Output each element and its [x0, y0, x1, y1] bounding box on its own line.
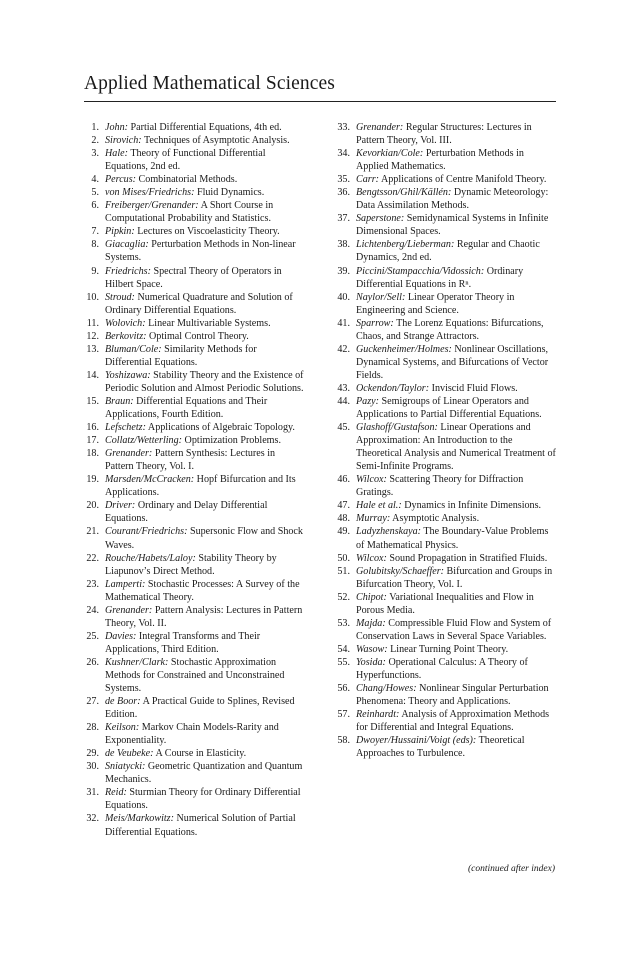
entry-title: Techniques of Asymptotic Analysis.: [143, 135, 290, 147]
entry-author: Marsden/McCracken:: [105, 474, 195, 486]
entry-author: Rouche/Habets/Laloy:: [105, 552, 196, 564]
series-entry: [330, 421, 558, 473]
entry-title: Optimization Problems.: [184, 435, 281, 447]
entry-author: Pazy:: [356, 395, 379, 407]
entry-number: 20.: [86, 500, 99, 512]
entry-number: 54.: [337, 643, 350, 655]
series-entry: [330, 238, 558, 264]
entry-number: 50.: [337, 552, 350, 564]
series-entry: [84, 812, 304, 838]
entry-number: 34.: [337, 148, 350, 160]
entry-title: The Lorenz Equations: Bifurcations, Chaos, and Strange Attractors.: [356, 317, 544, 342]
entry-number: 57.: [337, 709, 350, 721]
entry-number: 13.: [86, 343, 99, 355]
entry-number: 28.: [86, 722, 99, 734]
entry-title: A Practical Guide to Splines, Revised Edition.: [105, 696, 295, 721]
series-entry: [84, 291, 304, 317]
series-entry: [330, 552, 558, 565]
entry-author: Grenander:: [356, 122, 404, 133]
entry-text: [350, 317, 558, 343]
entry-title: Dynamics in Infinite Dimensions.: [404, 500, 542, 512]
entry-title: Fluid Dynamics.: [196, 187, 265, 199]
series-entry: [84, 265, 304, 291]
entry-title: Linear Turning Point Theory.: [390, 643, 509, 655]
entry-text: [99, 760, 304, 786]
entry-title: Differential Equations and Their Applications, Fourth Edition.: [105, 395, 268, 421]
entry-text: [99, 812, 304, 838]
entry-text: [99, 238, 304, 264]
entry-author: Lefschetz:: [105, 422, 146, 434]
entry-author: Saperstone:: [356, 213, 405, 225]
entry-title: A Course in Elasticity.: [155, 748, 247, 760]
entry-title: Applications of Centre Manifold Theory.: [380, 174, 547, 186]
entry-author: Braun:: [105, 395, 134, 407]
entry-author: Kushner/Clark:: [105, 656, 169, 668]
entry-text: [350, 499, 558, 512]
entry-text: [99, 369, 304, 395]
entry-number: 21.: [86, 526, 99, 538]
entry-title: Stability Theory by Liapunov’s Direct Method.: [105, 552, 277, 577]
entry-title: Markov Chain Models-Rarity and Exponentiality.: [105, 722, 279, 747]
entry-author: Sirovich:: [105, 135, 142, 147]
entry-title: Sound Propagation in Stratified Fluids.: [389, 552, 548, 564]
series-entry: [330, 591, 558, 617]
series-entry: [330, 186, 558, 212]
entry-text: [99, 499, 304, 525]
entry-text: [99, 447, 304, 473]
entry-author: Wolovich:: [105, 317, 146, 329]
series-list-left-column: [84, 121, 304, 839]
series-entry: [84, 747, 304, 760]
entry-title: Applications of Algebraic Topology.: [147, 422, 295, 434]
entry-text: [350, 147, 558, 173]
series-entry: [84, 604, 304, 630]
entry-author: Bengtsson/Ghil/Källén:: [356, 187, 452, 199]
series-entry: [84, 695, 304, 721]
series-entry: [84, 760, 304, 786]
series-entry: [84, 173, 304, 186]
entry-text: [350, 265, 558, 291]
entry-text: [99, 186, 304, 199]
series-entry: [330, 499, 558, 512]
series-entry: [84, 121, 304, 134]
entry-text: [99, 721, 304, 747]
entry-author: Chang/Howes:: [356, 683, 417, 695]
series-entry: [84, 721, 304, 747]
entry-title: Similarity Methods for Differential Equations.: [105, 343, 257, 368]
entry-text: [99, 604, 304, 630]
entry-author: Driver:: [105, 500, 136, 512]
entry-number: 46.: [337, 474, 350, 486]
entry-text: [99, 630, 304, 656]
entry-author: de Veubeke:: [105, 748, 154, 760]
entry-author: Percus:: [105, 174, 137, 186]
entry-text: [350, 682, 558, 708]
entry-text: [350, 291, 558, 317]
entry-number: 19.: [86, 474, 99, 486]
entry-author: Friedrichs:: [105, 265, 151, 277]
entry-text: [350, 565, 558, 591]
series-entry: [330, 617, 558, 643]
entry-title: Analysis of Approximation Methods for Differential and Integral Equations.: [356, 709, 550, 734]
entry-title: A Short Course in Computational Probability and Statistics.: [105, 200, 274, 225]
entry-title: Perturbation Methods in Applied Mathematics.: [356, 148, 524, 173]
entry-text: [350, 591, 558, 617]
entry-author: Golubitsky/Schaeffer:: [356, 565, 445, 577]
entry-title: Operational Calculus: A Theory of Hyperfunctions.: [356, 656, 528, 681]
entry-number: 2.: [91, 135, 99, 147]
entry-text: [350, 212, 558, 238]
entry-text: [99, 695, 304, 721]
entry-title: Ordinary and Delay Differential Equations.: [105, 500, 268, 525]
entry-author: de Boor:: [105, 696, 141, 708]
entry-text: [99, 747, 304, 760]
series-entry: [330, 643, 558, 656]
entry-author: Giacaglia:: [105, 239, 149, 251]
entry-text: [350, 121, 558, 147]
entry-text: [350, 173, 558, 186]
entry-author: Reid:: [105, 787, 127, 799]
series-entry: [84, 552, 304, 578]
entry-title: Pattern Synthesis: Lectures in Pattern Theory, Vol. I.: [105, 448, 276, 473]
entry-author: Lamperti:: [105, 578, 146, 590]
entry-text: [350, 186, 558, 212]
entry-title: Nonlinear Singular Perturbation Phenomena: Theory and Applications.: [356, 683, 549, 708]
entry-number: 26.: [86, 656, 99, 668]
series-entry: [84, 499, 304, 525]
series-entry: [330, 565, 558, 591]
entry-title: Theoretical Approaches to Turbulence.: [356, 735, 525, 760]
entry-number: 48.: [337, 513, 350, 525]
entry-number: 42.: [337, 343, 350, 355]
entry-title: Bifurcation and Groups in Bifurcation Theory, Vol. I.: [356, 565, 553, 590]
entry-number: 51.: [337, 565, 350, 577]
entry-text: [99, 291, 304, 317]
entry-author: Chipot:: [356, 591, 387, 603]
entry-number: 8.: [91, 239, 99, 251]
series-entry: [330, 382, 558, 395]
entry-author: Yosida:: [356, 656, 386, 668]
series-entry: [84, 330, 304, 343]
entry-author: Sniatycki:: [105, 761, 146, 773]
series-entry: [84, 525, 304, 551]
entry-title: Hopf Bifurcation and Its Applications.: [105, 474, 296, 499]
entry-text: [350, 421, 558, 473]
entry-title: Numerical Solution of Partial Differential Equations.: [105, 813, 296, 838]
entry-title: Numerical Quadrature and Solution of Ordinary Differential Equations.: [105, 291, 293, 316]
entry-text: [99, 525, 304, 551]
entry-title: Linear Operator Theory in Engineering and Science.: [356, 291, 515, 316]
entry-title: Lectures on Viscoelasticity Theory.: [137, 226, 280, 238]
entry-number: 33.: [337, 122, 350, 133]
entry-number: 7.: [91, 226, 99, 238]
entry-title: Scattering Theory for Diffraction Gratings.: [356, 474, 524, 499]
entry-author: Ockendon/Taylor:: [356, 382, 430, 394]
entry-title: Integral Transforms and Their Applications, Third Edition.: [105, 630, 261, 655]
title-rule: [84, 101, 556, 102]
entry-number: 12.: [86, 330, 99, 342]
entry-title: Sturmian Theory for Ordinary Differential Equations.: [105, 787, 301, 812]
entry-text: [99, 395, 304, 421]
entry-title: Stochastic Approximation Methods for Constrained and Unconstrained Systems.: [105, 656, 285, 695]
entry-author: Murray:: [356, 513, 391, 525]
series-entry: [330, 147, 558, 173]
entry-text: [99, 656, 304, 695]
entry-author: Yoshizawa:: [105, 369, 151, 381]
entry-number: 49.: [337, 526, 350, 538]
entry-author: Kevorkian/Cole:: [356, 148, 424, 160]
entry-number: 17.: [86, 435, 99, 447]
entry-author: Collatz/Wetterling:: [105, 435, 183, 447]
series-entry: [330, 682, 558, 708]
entry-title: Dynamic Meteorology: Data Assimilation Methods.: [356, 187, 549, 212]
entry-title: Partial Differential Equations, 4th ed.: [130, 122, 282, 133]
entry-author: Dwoyer/Hussaini/Voigt (eds):: [356, 735, 477, 747]
series-entry: [330, 395, 558, 421]
entry-author: Wilcox:: [356, 552, 387, 564]
series-entry: [84, 434, 304, 447]
entry-number: 27.: [86, 696, 99, 708]
entry-number: 40.: [337, 291, 350, 303]
entry-title: Theory of Functional Differential Equations, 2nd ed.: [105, 148, 266, 173]
entry-number: 23.: [86, 578, 99, 590]
entry-number: 43.: [337, 382, 350, 394]
entry-number: 25.: [86, 630, 99, 642]
series-entry: [84, 447, 304, 473]
entry-text: [350, 643, 558, 656]
entry-number: 30.: [86, 761, 99, 773]
entry-text: [99, 552, 304, 578]
entry-author: Grenander:: [105, 448, 153, 460]
entry-author: Courant/Friedrichs:: [105, 526, 188, 538]
entry-title: Optimal Control Theory.: [149, 330, 249, 342]
entry-author: Ladyzhenskaya:: [356, 526, 422, 538]
series-entry: [330, 512, 558, 525]
entry-author: Wasow:: [356, 643, 388, 655]
entry-number: 1.: [91, 122, 99, 133]
series-entry: [330, 734, 558, 760]
series-entry: [84, 134, 304, 147]
entry-number: 24.: [86, 604, 99, 616]
series-entry: [84, 317, 304, 330]
entry-number: 32.: [86, 813, 99, 825]
series-entry: [330, 473, 558, 499]
entry-text: [350, 734, 558, 760]
entry-title: Asymptotic Analysis.: [392, 513, 480, 525]
entry-text: [99, 134, 304, 147]
entry-number: 37.: [337, 213, 350, 225]
entry-number: 22.: [86, 552, 99, 564]
series-entry: [84, 343, 304, 369]
entry-title: Supersonic Flow and Shock Waves.: [105, 526, 303, 551]
entry-title: Pattern Analysis: Lectures in Pattern Theory, Vol. II.: [105, 604, 303, 629]
series-entry: [330, 656, 558, 682]
entry-author: Sparrow:: [356, 317, 394, 329]
series-entry: [330, 317, 558, 343]
entry-author: Glashoff/Gustafson:: [356, 422, 438, 434]
entry-number: 41.: [337, 317, 350, 329]
entry-author: Freiberger/Grenander:: [105, 200, 199, 212]
series-entry: [330, 121, 558, 147]
entry-number: 9.: [91, 265, 99, 277]
entry-text: [350, 656, 558, 682]
entry-text: [99, 786, 304, 812]
entry-author: Berkovitz:: [105, 330, 147, 342]
entry-number: 58.: [337, 735, 350, 747]
entry-author: Grenander:: [105, 604, 153, 616]
entry-author: Pipkin:: [105, 226, 135, 238]
entry-title: The Boundary-Value Problems of Mathematical Physics.: [356, 526, 549, 551]
series-entry: [84, 656, 304, 695]
entry-author: Davies:: [105, 630, 137, 642]
entry-author: Naylor/Sell:: [356, 291, 406, 303]
entry-number: 29.: [86, 748, 99, 760]
entry-text: [350, 552, 558, 565]
series-entry: [330, 525, 558, 551]
entry-number: 18.: [86, 448, 99, 460]
entry-number: 14.: [86, 369, 99, 381]
entry-number: 53.: [337, 617, 350, 629]
entry-author: Bluman/Cole:: [105, 343, 162, 355]
entry-text: [99, 173, 304, 186]
entry-author: Meis/Markowitz:: [105, 813, 174, 825]
entry-text: [99, 421, 304, 434]
entry-text: [350, 617, 558, 643]
entry-author: Keilson:: [105, 722, 140, 734]
entry-title: Variational Inequalities and Flow in Porous Media.: [356, 591, 534, 616]
entry-text: [350, 382, 558, 395]
entry-title: Spectral Theory of Operators in Hilbert Space.: [105, 265, 282, 290]
entry-author: Wilcox:: [356, 474, 387, 486]
entry-number: 11.: [86, 317, 99, 329]
entry-text: [350, 473, 558, 499]
entry-title: Linear Operations and Approximation: An Introduction to the Theoretical Analysis and Numerical Treatment of Semi-Infinite Programs.: [356, 422, 556, 473]
entry-title: Regular and Chaotic Dynamics, 2nd ed.: [356, 239, 540, 264]
entry-number: 44.: [337, 395, 350, 407]
entry-number: 10.: [86, 291, 99, 303]
entry-author: Majda:: [356, 617, 386, 629]
entry-title: Linear Multivariable Systems.: [148, 317, 271, 329]
page-title: Applied Mathematical Sciences: [84, 73, 335, 94]
entry-number: 4.: [91, 174, 99, 186]
entry-author: Reinhardt:: [356, 709, 400, 721]
series-entry: [84, 199, 304, 225]
entry-text: [99, 121, 304, 134]
continued-note: (continued after index): [467, 864, 555, 874]
entry-text: [99, 225, 304, 238]
series-entry: [84, 578, 304, 604]
entry-title: Inviscid Fluid Flows.: [431, 382, 518, 394]
entry-number: 15.: [86, 395, 99, 407]
series-entry: [330, 291, 558, 317]
entry-text: [99, 147, 304, 173]
entry-author: von Mises/Friedrichs:: [105, 187, 195, 199]
entry-author: Hale:: [105, 148, 128, 160]
entry-number: 38.: [337, 239, 350, 251]
entry-author: John:: [105, 122, 128, 133]
entry-text: [99, 199, 304, 225]
series-entry: [84, 147, 304, 173]
entry-text: [350, 238, 558, 264]
series-list-right-column: [330, 121, 558, 760]
entry-text: [99, 473, 304, 499]
entry-number: 55.: [337, 656, 350, 668]
series-entry: [330, 173, 558, 186]
entry-number: 31.: [86, 787, 99, 799]
series-entry: [84, 421, 304, 434]
entry-title: Semidynamical Systems in Infinite Dimensional Spaces.: [356, 213, 549, 238]
entry-text: [99, 578, 304, 604]
entry-author: Guckenheimer/Holmes:: [356, 343, 452, 355]
series-entry: [330, 212, 558, 238]
entry-title: Semigroups of Linear Operators and Applications to Partial Differential Equations.: [356, 395, 542, 421]
entry-number: 36.: [337, 187, 350, 199]
entry-title: Geometric Quantization and Quantum Mechanics.: [105, 761, 303, 786]
entry-text: [350, 512, 558, 525]
series-entry: [330, 343, 558, 382]
series-entry: [330, 708, 558, 734]
entry-text: [99, 343, 304, 369]
series-entry: [84, 630, 304, 656]
entry-number: 3.: [91, 148, 99, 160]
entry-title: Regular Structures: Lectures in Pattern Theory, Vol. III.: [356, 122, 532, 147]
entry-number: 6.: [91, 200, 99, 212]
entry-author: Lichtenberg/Lieberman:: [356, 239, 455, 251]
entry-number: 5.: [91, 187, 99, 199]
entry-title: Stability Theory and the Existence of Periodic Solution and Almost Periodic Solutions.: [105, 369, 304, 394]
series-entry: [84, 473, 304, 499]
entry-title: Perturbation Methods in Non-linear Systems.: [105, 239, 296, 264]
entry-author: Carr:: [356, 174, 379, 186]
entry-number: 16.: [86, 422, 99, 434]
series-entry: [84, 786, 304, 812]
entry-number: 39.: [337, 265, 350, 277]
entry-number: 45.: [337, 422, 350, 434]
series-entry: [84, 238, 304, 264]
series-entry: [84, 225, 304, 238]
series-entry: [330, 265, 558, 291]
entry-author: Piccini/Stampacchia/Vidossich:: [356, 265, 485, 277]
entry-author: Stroud:: [105, 291, 135, 303]
entry-text: [99, 265, 304, 291]
entry-text: [350, 708, 558, 734]
entry-title: Stochastic Processes: A Survey of the Mathematical Theory.: [105, 578, 300, 603]
entry-text: [99, 434, 304, 447]
series-entry: [84, 369, 304, 395]
entry-title: Ordinary Differential Equations in Rⁿ.: [356, 265, 524, 290]
entry-text: [99, 317, 304, 330]
entry-number: 52.: [337, 591, 350, 603]
entry-title: Compressible Fluid Flow and System of Conservation Laws in Several Space Variables.: [356, 617, 552, 642]
entry-title: Combinatorial Methods.: [138, 174, 238, 186]
entry-text: [350, 525, 558, 551]
entry-author: Hale et al.:: [356, 500, 402, 512]
series-entry: [84, 186, 304, 199]
entry-text: [350, 395, 558, 421]
series-entry: [84, 395, 304, 421]
entry-number: 56.: [337, 683, 350, 695]
entry-number: 47.: [337, 500, 350, 512]
entry-number: 35.: [337, 174, 350, 186]
entry-text: [99, 330, 304, 343]
entry-title: Nonlinear Oscillations, Dynamical Systems, and Bifurcations of Vector Fields.: [356, 343, 549, 381]
entry-text: [350, 343, 558, 382]
